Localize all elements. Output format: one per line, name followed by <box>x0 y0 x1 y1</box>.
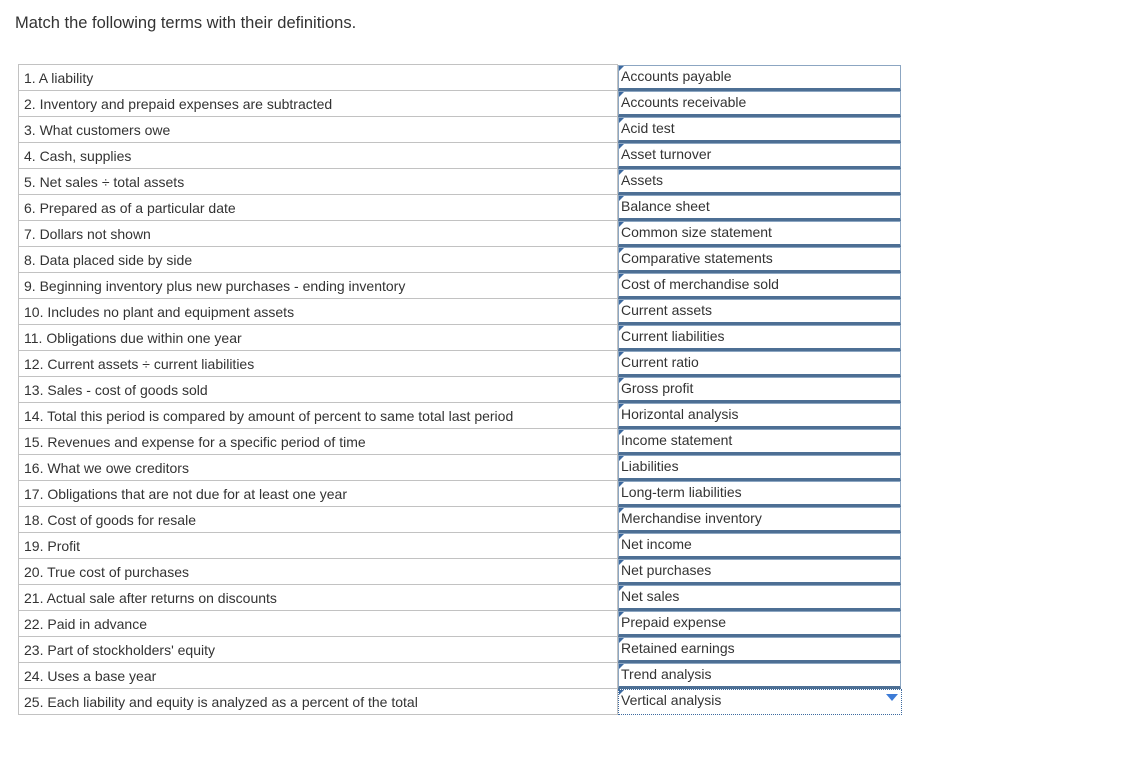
answer-cell <box>618 507 902 533</box>
answer-dropdown[interactable] <box>618 351 901 377</box>
dropdown-selected-value: Vertical analysis <box>621 691 722 708</box>
definition-text: 19. Profit <box>19 533 618 559</box>
answer-dropdown[interactable] <box>618 143 901 169</box>
definition-text: 15. Revenues and expense for a specific period of time <box>19 429 618 455</box>
match-row <box>19 585 902 611</box>
answer-dropdown[interactable] <box>618 559 901 585</box>
answer-cell <box>618 143 902 169</box>
definition-text: 18. Cost of goods for resale <box>19 507 618 533</box>
answer-cell <box>618 351 902 377</box>
match-row <box>19 91 902 117</box>
definition-text: 24. Uses a base year <box>19 663 618 689</box>
definition-text: 2. Inventory and prepaid expenses are subtracted <box>19 91 618 117</box>
definition-text: 21. Actual sale after returns on discounts <box>19 585 618 611</box>
match-row <box>19 481 902 507</box>
answer-cell <box>618 559 902 585</box>
answer-cell <box>618 689 902 715</box>
definition-text: 10. Includes no plant and equipment assets <box>19 299 618 325</box>
answer-dropdown[interactable] <box>618 299 901 325</box>
answer-cell <box>618 117 902 143</box>
answer-cell <box>618 481 902 507</box>
answer-cell <box>618 91 902 117</box>
match-row <box>19 195 902 221</box>
definition-text: 20. True cost of purchases <box>19 559 618 585</box>
match-row <box>19 689 902 715</box>
dropdown-selected-value: Liabilities <box>621 457 679 474</box>
answer-dropdown[interactable] <box>618 533 901 559</box>
answer-dropdown[interactable] <box>618 429 901 455</box>
instructions: Match the following terms with their definitions. <box>15 14 357 32</box>
answer-dropdown[interactable] <box>618 689 902 715</box>
definition-text: 17. Obligations that are not due for at least one year <box>19 481 618 507</box>
match-row <box>19 221 902 247</box>
match-row <box>19 351 902 377</box>
definition-text: 25. Each liability and equity is analyzed as a percent of the total <box>19 689 618 715</box>
answer-cell <box>618 455 902 481</box>
match-row <box>19 299 902 325</box>
dropdown-selected-value: Merchandise inventory <box>621 509 762 526</box>
dropdown-selected-value: Comparative statements <box>621 249 773 266</box>
dropdown-selected-value: Net purchases <box>621 561 712 578</box>
answer-cell <box>618 429 902 455</box>
dropdown-selected-value: Income statement <box>621 431 733 448</box>
answer-dropdown[interactable] <box>618 611 901 637</box>
answer-cell <box>618 611 902 637</box>
answer-dropdown[interactable] <box>618 221 901 247</box>
answer-dropdown[interactable] <box>618 663 901 689</box>
answer-dropdown[interactable] <box>618 247 901 273</box>
answer-dropdown[interactable] <box>618 195 901 221</box>
match-row <box>19 143 902 169</box>
match-row <box>19 169 902 195</box>
dropdown-selected-value: Horizontal analysis <box>621 405 739 422</box>
match-row <box>19 117 902 143</box>
answer-dropdown[interactable] <box>618 585 901 611</box>
answer-cell <box>618 65 902 91</box>
answer-dropdown[interactable] <box>618 65 901 91</box>
answer-cell <box>618 325 902 351</box>
match-row <box>19 455 902 481</box>
definition-text: 22. Paid in advance <box>19 611 618 637</box>
match-row <box>19 429 902 455</box>
definition-text: 7. Dollars not shown <box>19 221 618 247</box>
definition-text: 16. What we owe creditors <box>19 455 618 481</box>
dropdown-selected-value: Accounts receivable <box>621 93 747 110</box>
answer-dropdown[interactable] <box>618 403 901 429</box>
answer-dropdown[interactable] <box>618 91 901 117</box>
dropdown-selected-value: Acid test <box>621 119 675 136</box>
answer-cell <box>618 221 902 247</box>
answer-cell <box>618 533 902 559</box>
answer-cell <box>618 299 902 325</box>
match-row <box>19 533 902 559</box>
definition-text: 23. Part of stockholders' equity <box>19 637 618 663</box>
answer-dropdown[interactable] <box>618 637 901 663</box>
answer-cell <box>618 169 902 195</box>
dropdown-selected-value: Asset turnover <box>621 145 712 162</box>
answer-cell <box>618 637 902 663</box>
answer-dropdown[interactable] <box>618 455 901 481</box>
match-row <box>19 273 902 299</box>
dropdown-selected-value: Net sales <box>621 587 680 604</box>
dropdown-selected-value: Common size statement <box>621 223 772 240</box>
answer-cell <box>618 663 902 689</box>
answer-cell <box>618 273 902 299</box>
dropdown-selected-value: Cost of merchandise sold <box>621 275 779 292</box>
dropdown-selected-value: Long-term liabilities <box>621 483 742 500</box>
match-row <box>19 507 902 533</box>
dropdown-selected-value: Prepaid expense <box>621 613 727 630</box>
dropdown-selected-value: Trend analysis <box>621 665 712 682</box>
dropdown-selected-value: Current liabilities <box>621 327 725 344</box>
chevron-down-icon[interactable] <box>886 694 898 701</box>
match-row <box>19 247 902 273</box>
answer-cell <box>618 247 902 273</box>
dropdown-selected-value: Net income <box>621 535 692 552</box>
definition-text: 4. Cash, supplies <box>19 143 618 169</box>
answer-dropdown[interactable] <box>618 117 901 143</box>
answer-dropdown[interactable] <box>618 507 901 533</box>
dropdown-selected-value: Balance sheet <box>621 197 710 214</box>
match-row <box>19 637 902 663</box>
match-row <box>19 663 902 689</box>
definition-text: 11. Obligations due within one year <box>19 325 618 351</box>
definition-text: 8. Data placed side by side <box>19 247 618 273</box>
definition-text: 3. What customers owe <box>19 117 618 143</box>
definition-text: 9. Beginning inventory plus new purchases - ending inventory <box>19 273 618 299</box>
dropdown-selected-value: Retained earnings <box>621 639 735 656</box>
definition-text: 12. Current assets ÷ current liabilities <box>19 351 618 377</box>
match-row <box>19 559 902 585</box>
dropdown-selected-value: Gross profit <box>621 379 694 396</box>
match-row <box>19 65 902 91</box>
match-row <box>19 325 902 351</box>
dropdown-selected-value: Current assets <box>621 301 713 318</box>
answer-dropdown[interactable] <box>618 481 901 507</box>
definition-text: 6. Prepared as of a particular date <box>19 195 618 221</box>
dropdown-selected-value: Accounts payable <box>621 67 732 84</box>
answer-dropdown[interactable] <box>618 273 901 299</box>
definition-text: 1. A liability <box>19 65 618 91</box>
answer-dropdown[interactable] <box>618 169 901 195</box>
answer-cell <box>618 585 902 611</box>
match-row <box>19 611 902 637</box>
answer-cell <box>618 403 902 429</box>
definition-text: 13. Sales - cost of goods sold <box>19 377 618 403</box>
dropdown-selected-value: Current ratio <box>621 353 699 370</box>
match-row <box>19 403 902 429</box>
definition-text: 5. Net sales ÷ total assets <box>19 169 618 195</box>
answer-cell <box>618 195 902 221</box>
answer-dropdown[interactable] <box>618 325 901 351</box>
match-row <box>19 377 902 403</box>
definition-text: 14. Total this period is compared by amount of percent to same total last period <box>19 403 618 429</box>
matching-table <box>18 64 902 715</box>
dropdown-selected-value: Assets <box>621 171 664 188</box>
answer-cell <box>618 377 902 403</box>
answer-dropdown[interactable] <box>618 377 901 403</box>
